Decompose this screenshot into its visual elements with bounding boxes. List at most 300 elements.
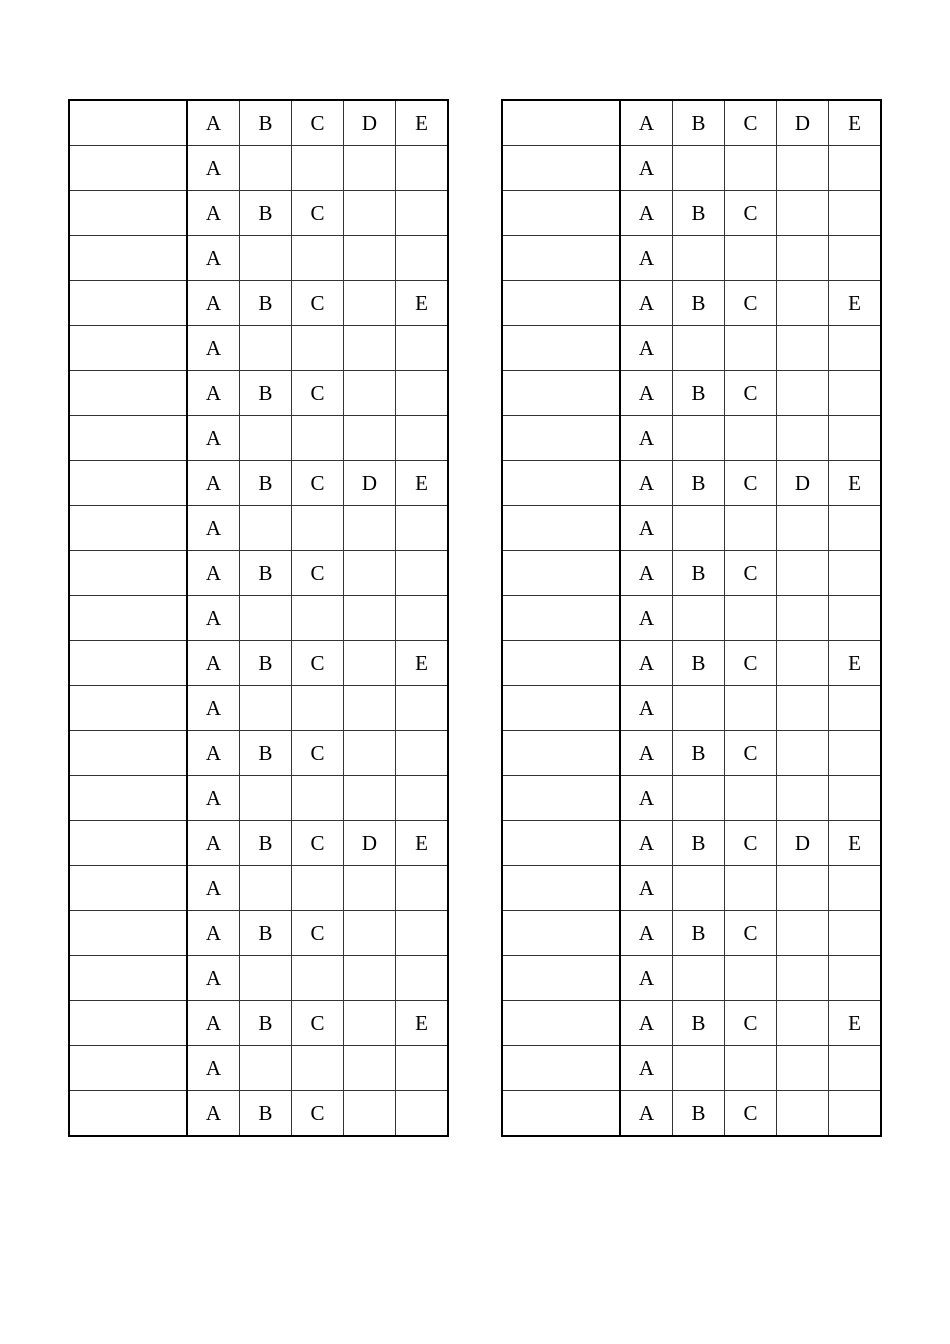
option-cell: C [725,1091,777,1137]
option-cell: A [620,956,673,1001]
row-label-cell [502,911,620,956]
option-cell [777,281,829,326]
table-row [502,776,881,821]
option-cell [725,326,777,371]
table-row [502,100,881,146]
option-cell: A [620,1046,673,1091]
table-row [502,1001,881,1046]
table-row [69,686,448,731]
option-cell: A [620,371,673,416]
option-cell [292,236,344,281]
table-row [502,731,881,776]
table-row [69,1001,448,1046]
option-cell [292,326,344,371]
option-cell: A [187,686,240,731]
option-cell [829,866,882,911]
option-cell [829,236,882,281]
option-cell [396,596,449,641]
option-cell: B [673,461,725,506]
option-cell: A [187,596,240,641]
option-cell [829,326,882,371]
table-row [502,866,881,911]
table-row [502,371,881,416]
option-cell: A [187,236,240,281]
option-cell [829,596,882,641]
row-label-cell [69,1046,187,1091]
option-cell [673,146,725,191]
row-label-cell [502,506,620,551]
table-row [69,416,448,461]
answer-table-body [502,100,881,1136]
row-label-cell [69,641,187,686]
option-cell [777,686,829,731]
option-cell: A [187,326,240,371]
option-cell [240,956,292,1001]
option-cell: B [673,911,725,956]
row-label-cell [69,686,187,731]
option-cell: D [344,100,396,146]
option-cell [240,416,292,461]
option-cell: B [673,821,725,866]
option-cell: C [292,821,344,866]
option-cell: B [673,1001,725,1046]
row-label-cell [69,416,187,461]
option-cell [777,326,829,371]
option-cell: C [292,1091,344,1137]
option-cell [829,416,882,461]
option-cell: B [240,911,292,956]
option-cell: B [673,731,725,776]
table-row [69,146,448,191]
option-cell [396,956,449,1001]
option-cell: C [725,551,777,596]
table-row [502,506,881,551]
option-cell [344,641,396,686]
row-label-cell [502,416,620,461]
option-cell: B [673,641,725,686]
table-row [502,956,881,1001]
table-row [69,776,448,821]
option-cell [240,326,292,371]
option-cell [777,191,829,236]
option-cell: C [292,371,344,416]
option-cell: B [240,461,292,506]
table-row [502,596,881,641]
row-label-cell [69,146,187,191]
option-cell: A [187,776,240,821]
row-label-cell [69,731,187,776]
option-cell: A [620,281,673,326]
option-cell [344,326,396,371]
option-cell: A [187,461,240,506]
option-cell [829,911,882,956]
option-cell: A [187,1001,240,1046]
option-cell [240,506,292,551]
option-cell [829,956,882,1001]
row-label-cell [69,191,187,236]
option-cell: C [725,461,777,506]
option-cell: E [396,100,449,146]
option-cell [344,866,396,911]
option-cell [725,956,777,1001]
table-row [502,641,881,686]
row-label-cell [502,371,620,416]
option-cell: A [187,416,240,461]
table-row [69,911,448,956]
option-cell: B [673,1091,725,1137]
option-cell [292,776,344,821]
option-cell [292,146,344,191]
option-cell: E [829,281,882,326]
table-row [69,191,448,236]
option-cell: E [829,461,882,506]
answer-table-left [68,99,449,1137]
option-cell: A [620,551,673,596]
option-cell: E [396,1001,449,1046]
option-cell: B [240,551,292,596]
option-cell: A [187,956,240,1001]
option-cell: C [725,821,777,866]
option-cell: B [240,731,292,776]
option-cell [292,686,344,731]
option-cell [396,146,449,191]
option-cell: B [240,371,292,416]
option-cell [292,956,344,1001]
row-label-cell [69,1001,187,1046]
table-row [69,596,448,641]
option-cell [396,866,449,911]
table-row [502,236,881,281]
option-cell: A [620,326,673,371]
option-cell: B [673,371,725,416]
option-cell: A [620,1001,673,1046]
option-cell: A [187,281,240,326]
option-cell [777,911,829,956]
table-row [502,461,881,506]
option-cell: A [620,911,673,956]
table-row [69,641,448,686]
option-cell [344,596,396,641]
row-label-cell [502,191,620,236]
row-label-cell [69,956,187,1001]
option-cell [396,191,449,236]
row-label-cell [502,281,620,326]
option-cell [725,1046,777,1091]
option-cell [777,641,829,686]
option-cell: E [396,281,449,326]
option-cell [725,236,777,281]
option-cell [240,146,292,191]
option-cell [829,551,882,596]
table-row [69,100,448,146]
option-cell [673,686,725,731]
option-cell: A [620,776,673,821]
option-cell: A [620,146,673,191]
row-label-cell [502,776,620,821]
option-cell: D [344,821,396,866]
option-cell: E [829,100,882,146]
option-cell [673,416,725,461]
option-cell [829,686,882,731]
option-cell: C [725,371,777,416]
option-cell [725,416,777,461]
table-row [502,191,881,236]
option-cell [673,506,725,551]
option-cell: C [292,281,344,326]
option-cell [829,1046,882,1091]
table-row [69,1046,448,1091]
table-row [69,866,448,911]
option-cell [725,866,777,911]
table-row [502,911,881,956]
option-cell [292,596,344,641]
option-cell: C [725,191,777,236]
table-row [502,281,881,326]
option-cell [344,416,396,461]
option-cell: C [292,551,344,596]
option-cell [673,776,725,821]
table-row [502,1046,881,1091]
option-cell [673,596,725,641]
option-cell [240,596,292,641]
table-row [69,506,448,551]
option-cell [777,416,829,461]
option-cell [777,1091,829,1137]
table-row [69,371,448,416]
row-label-cell [69,236,187,281]
row-label-cell [502,1091,620,1137]
option-cell [777,731,829,776]
option-cell: D [777,100,829,146]
option-cell: A [187,866,240,911]
option-cell [292,506,344,551]
option-cell: A [620,821,673,866]
option-cell [344,551,396,596]
option-cell: A [187,821,240,866]
option-cell [829,731,882,776]
row-label-cell [502,1001,620,1046]
option-cell: E [829,641,882,686]
option-cell: C [725,641,777,686]
row-label-cell [502,821,620,866]
option-cell [777,776,829,821]
table-row [69,326,448,371]
option-cell: E [396,461,449,506]
option-cell: D [344,461,396,506]
option-cell: E [396,821,449,866]
option-cell [292,416,344,461]
option-cell: A [187,731,240,776]
answer-table-right [501,99,882,1137]
option-cell [240,866,292,911]
option-cell [396,416,449,461]
option-cell: C [725,911,777,956]
table-row [502,326,881,371]
option-cell [344,731,396,776]
option-cell: A [187,551,240,596]
option-cell [673,956,725,1001]
option-cell: A [187,371,240,416]
option-cell [344,281,396,326]
option-cell [396,551,449,596]
option-cell [829,371,882,416]
option-cell: B [240,821,292,866]
option-cell: C [292,1001,344,1046]
table-row [69,236,448,281]
option-cell: A [620,191,673,236]
option-cell [725,776,777,821]
row-label-cell [502,956,620,1001]
option-cell [829,1091,882,1137]
option-cell: B [673,191,725,236]
option-cell [777,866,829,911]
option-cell: A [187,146,240,191]
option-cell [396,1046,449,1091]
option-cell [725,596,777,641]
row-label-cell [502,641,620,686]
option-cell: A [187,1046,240,1091]
option-cell: E [396,641,449,686]
option-cell [344,146,396,191]
option-cell: A [187,100,240,146]
option-cell: D [777,821,829,866]
row-label-cell [69,100,187,146]
option-cell [829,776,882,821]
option-cell [344,236,396,281]
option-cell: B [240,100,292,146]
option-cell: E [829,821,882,866]
option-cell: A [187,1091,240,1137]
option-cell [777,371,829,416]
row-label-cell [502,236,620,281]
row-label-cell [502,866,620,911]
option-cell: B [240,1091,292,1137]
option-cell: B [240,1001,292,1046]
option-cell [673,236,725,281]
option-cell [396,1091,449,1137]
option-cell [344,1046,396,1091]
row-label-cell [502,731,620,776]
option-cell [777,1001,829,1046]
option-cell: B [673,551,725,596]
option-cell [725,146,777,191]
option-cell: A [620,1091,673,1137]
option-cell: A [620,506,673,551]
row-label-cell [69,461,187,506]
option-cell [240,236,292,281]
row-label-cell [69,776,187,821]
row-label-cell [69,866,187,911]
option-cell [396,371,449,416]
option-cell: A [620,461,673,506]
option-cell [777,1046,829,1091]
option-cell [829,506,882,551]
row-label-cell [69,551,187,596]
row-label-cell [502,146,620,191]
table-row [69,281,448,326]
row-label-cell [69,821,187,866]
option-cell [777,146,829,191]
option-cell [673,1046,725,1091]
option-cell [777,506,829,551]
row-label-cell [69,1091,187,1137]
table-row [502,686,881,731]
option-cell [396,236,449,281]
option-cell [344,191,396,236]
option-cell: E [829,1001,882,1046]
option-cell [344,506,396,551]
row-label-cell [69,281,187,326]
option-cell: A [187,191,240,236]
option-cell [344,776,396,821]
option-cell: C [292,100,344,146]
option-cell [777,596,829,641]
option-cell [240,1046,292,1091]
row-label-cell [502,326,620,371]
option-cell: C [725,100,777,146]
option-cell: C [292,191,344,236]
option-cell: A [187,911,240,956]
option-cell [673,866,725,911]
option-cell: A [620,641,673,686]
table-row [69,1091,448,1137]
option-cell [829,146,882,191]
row-label-cell [502,551,620,596]
option-cell [344,911,396,956]
option-cell [777,551,829,596]
table-row [502,821,881,866]
option-cell: A [620,686,673,731]
option-cell: A [620,236,673,281]
option-cell: B [673,100,725,146]
option-cell: D [777,461,829,506]
option-cell: A [620,416,673,461]
table-row [69,821,448,866]
row-label-cell [502,461,620,506]
table-row [69,461,448,506]
option-cell: C [292,461,344,506]
option-cell [673,326,725,371]
option-cell [240,686,292,731]
option-cell [396,776,449,821]
row-label-cell [69,506,187,551]
row-label-cell [69,911,187,956]
row-label-cell [69,596,187,641]
option-cell [396,911,449,956]
option-cell [777,956,829,1001]
option-cell [292,866,344,911]
table-row [502,416,881,461]
option-cell: A [620,596,673,641]
option-cell: C [725,281,777,326]
option-cell [396,731,449,776]
option-cell: C [725,731,777,776]
option-cell: A [620,731,673,776]
row-label-cell [69,371,187,416]
option-cell [396,686,449,731]
option-cell: B [673,281,725,326]
option-cell: B [240,191,292,236]
option-cell: B [240,281,292,326]
option-cell [725,506,777,551]
table-row [69,956,448,1001]
option-cell: C [292,731,344,776]
option-cell: A [620,100,673,146]
option-cell: A [187,641,240,686]
option-cell: A [620,866,673,911]
option-cell: C [292,911,344,956]
row-label-cell [502,686,620,731]
